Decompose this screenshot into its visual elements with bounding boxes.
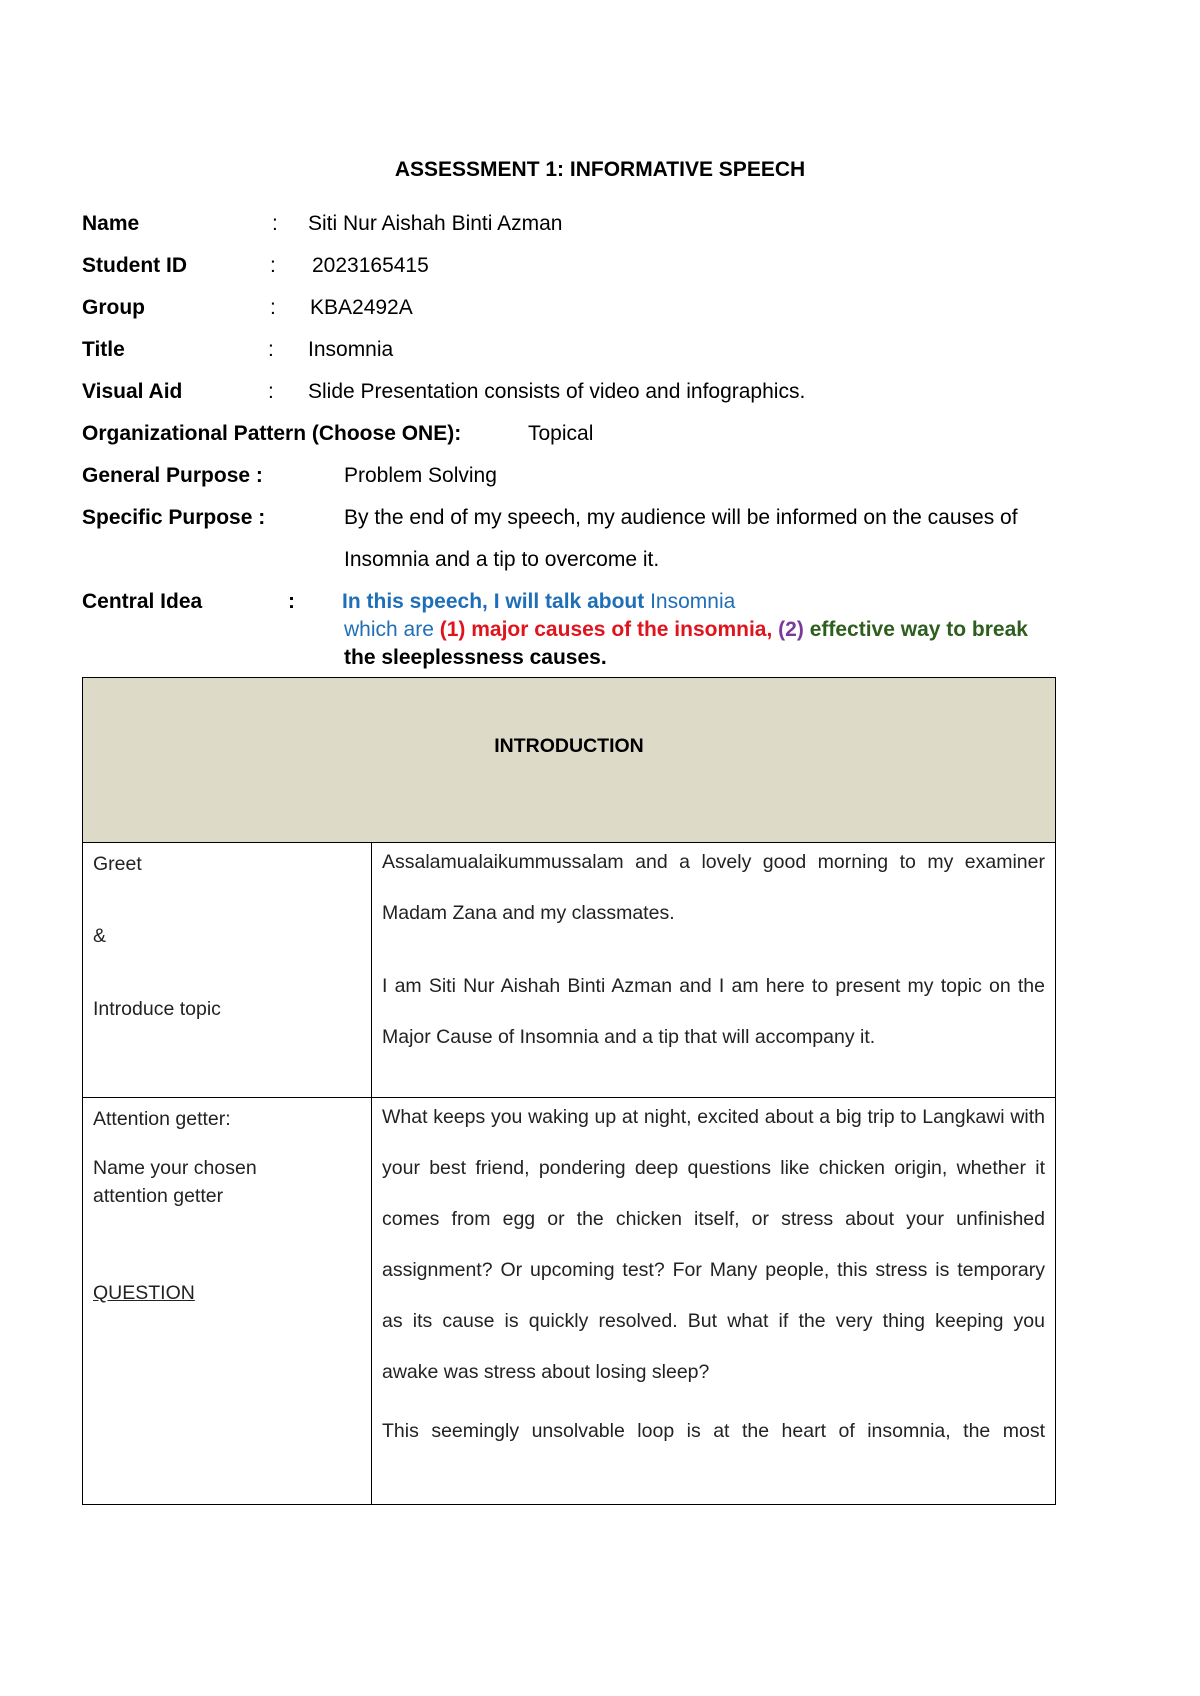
- field-student-id-value: 2023165415: [312, 254, 429, 277]
- field-student-id-label: Student ID: [82, 254, 187, 277]
- central-idea-line1: [342, 590, 735, 614]
- introduce-paragraph: I am Siti Nur Aishah Binti Azman and I am here to present my topic on the Major Cause of Insomnia and a tip that will accompany it.: [382, 975, 1045, 1048]
- field-name-value: Siti Nur Aishah Binti Azman: [308, 212, 563, 235]
- central-idea-line2: [344, 618, 1028, 642]
- central-idea-part4: (1) major causes of the insomnia,: [439, 618, 773, 641]
- attention-getter-type: QUESTION: [93, 1281, 195, 1304]
- field-group-label: Group: [82, 296, 145, 319]
- introduction-header: [83, 678, 1056, 843]
- central-idea-part1: In this speech, I will talk about: [342, 590, 645, 613]
- field-name-colon: :: [272, 212, 278, 235]
- field-group-value: KBA2492A: [310, 296, 413, 319]
- table-row: [83, 1098, 1056, 1505]
- field-title-value: Insomnia: [308, 338, 394, 361]
- table-row: [83, 843, 1056, 1098]
- field-pattern-label: Organizational Pattern (Choose ONE):: [82, 422, 462, 445]
- speech-outline-table: [82, 677, 1056, 1505]
- field-specific-purpose-line2: Insomnia and a tip to overcome it.: [344, 548, 660, 571]
- field-visual-aid-value: Slide Presentation consists of video and infographics.: [308, 380, 806, 403]
- field-visual-aid-colon: :: [268, 380, 274, 403]
- central-idea-part2: Insomnia: [650, 590, 736, 613]
- greet-label: Greet: [93, 853, 142, 875]
- field-central-idea-colon: :: [288, 590, 295, 613]
- page-title: ASSESSMENT 1: INFORMATIVE SPEECH: [394, 158, 806, 181]
- attention-getter-heading: Attention getter:: [93, 1108, 231, 1130]
- field-specific-purpose-label: Specific Purpose :: [82, 506, 266, 529]
- attention-getter-instruction: Name your chosen attention getter: [93, 1157, 257, 1207]
- field-specific-purpose-line1: By the end of my speech, my audience will be informed on the causes of: [344, 506, 1018, 529]
- introduce-topic-label: Introduce topic: [93, 997, 221, 1020]
- attention-paragraph: What keeps you waking up at night, excited about a big trip to Langkawi with your best friend, pondering deep questions like chicken origin, whether it comes from egg or the chicken itself, or stress about your unfinished assignment? Or upcoming test? For Many people, this stress is temporary as its cause is quickly resolved. But what if the very thing keeping you awake was stress about losing sleep?: [382, 1106, 1045, 1383]
- field-name-label: Name: [82, 212, 140, 235]
- central-idea-part6: effective way to break: [809, 618, 1028, 641]
- loop-paragraph: This seemingly unsolvable loop is at the heart of insomnia, the most: [382, 1420, 1045, 1442]
- field-general-purpose-label: General Purpose :: [82, 464, 263, 487]
- field-title-colon: :: [268, 338, 274, 361]
- attention-left-cell: [83, 1098, 372, 1505]
- greet-right-cell: [372, 843, 1056, 1098]
- field-visual-aid-label: Visual Aid: [82, 380, 183, 403]
- field-pattern-value: Topical: [528, 422, 594, 445]
- field-student-id-colon: :: [270, 254, 276, 277]
- field-title-label: Title: [82, 338, 125, 361]
- ampersand-label: &: [93, 925, 107, 948]
- field-general-purpose-value: Problem Solving: [344, 464, 497, 487]
- attention-right-cell: [372, 1098, 1056, 1505]
- field-group-colon: :: [270, 296, 276, 319]
- central-idea-part3: which are: [344, 618, 434, 641]
- greeting-paragraph: Assalamualaikummussalam and a lovely good morning to my examiner Madam Zana and my classmates.: [382, 851, 1045, 924]
- central-idea-part5: (2): [778, 618, 804, 641]
- field-central-idea-label: Central Idea: [82, 590, 203, 613]
- central-idea-part7: the sleeplessness causes.: [344, 646, 607, 669]
- greet-left-cell: [83, 843, 372, 1098]
- introduction-header-label: INTRODUCTION: [494, 734, 644, 757]
